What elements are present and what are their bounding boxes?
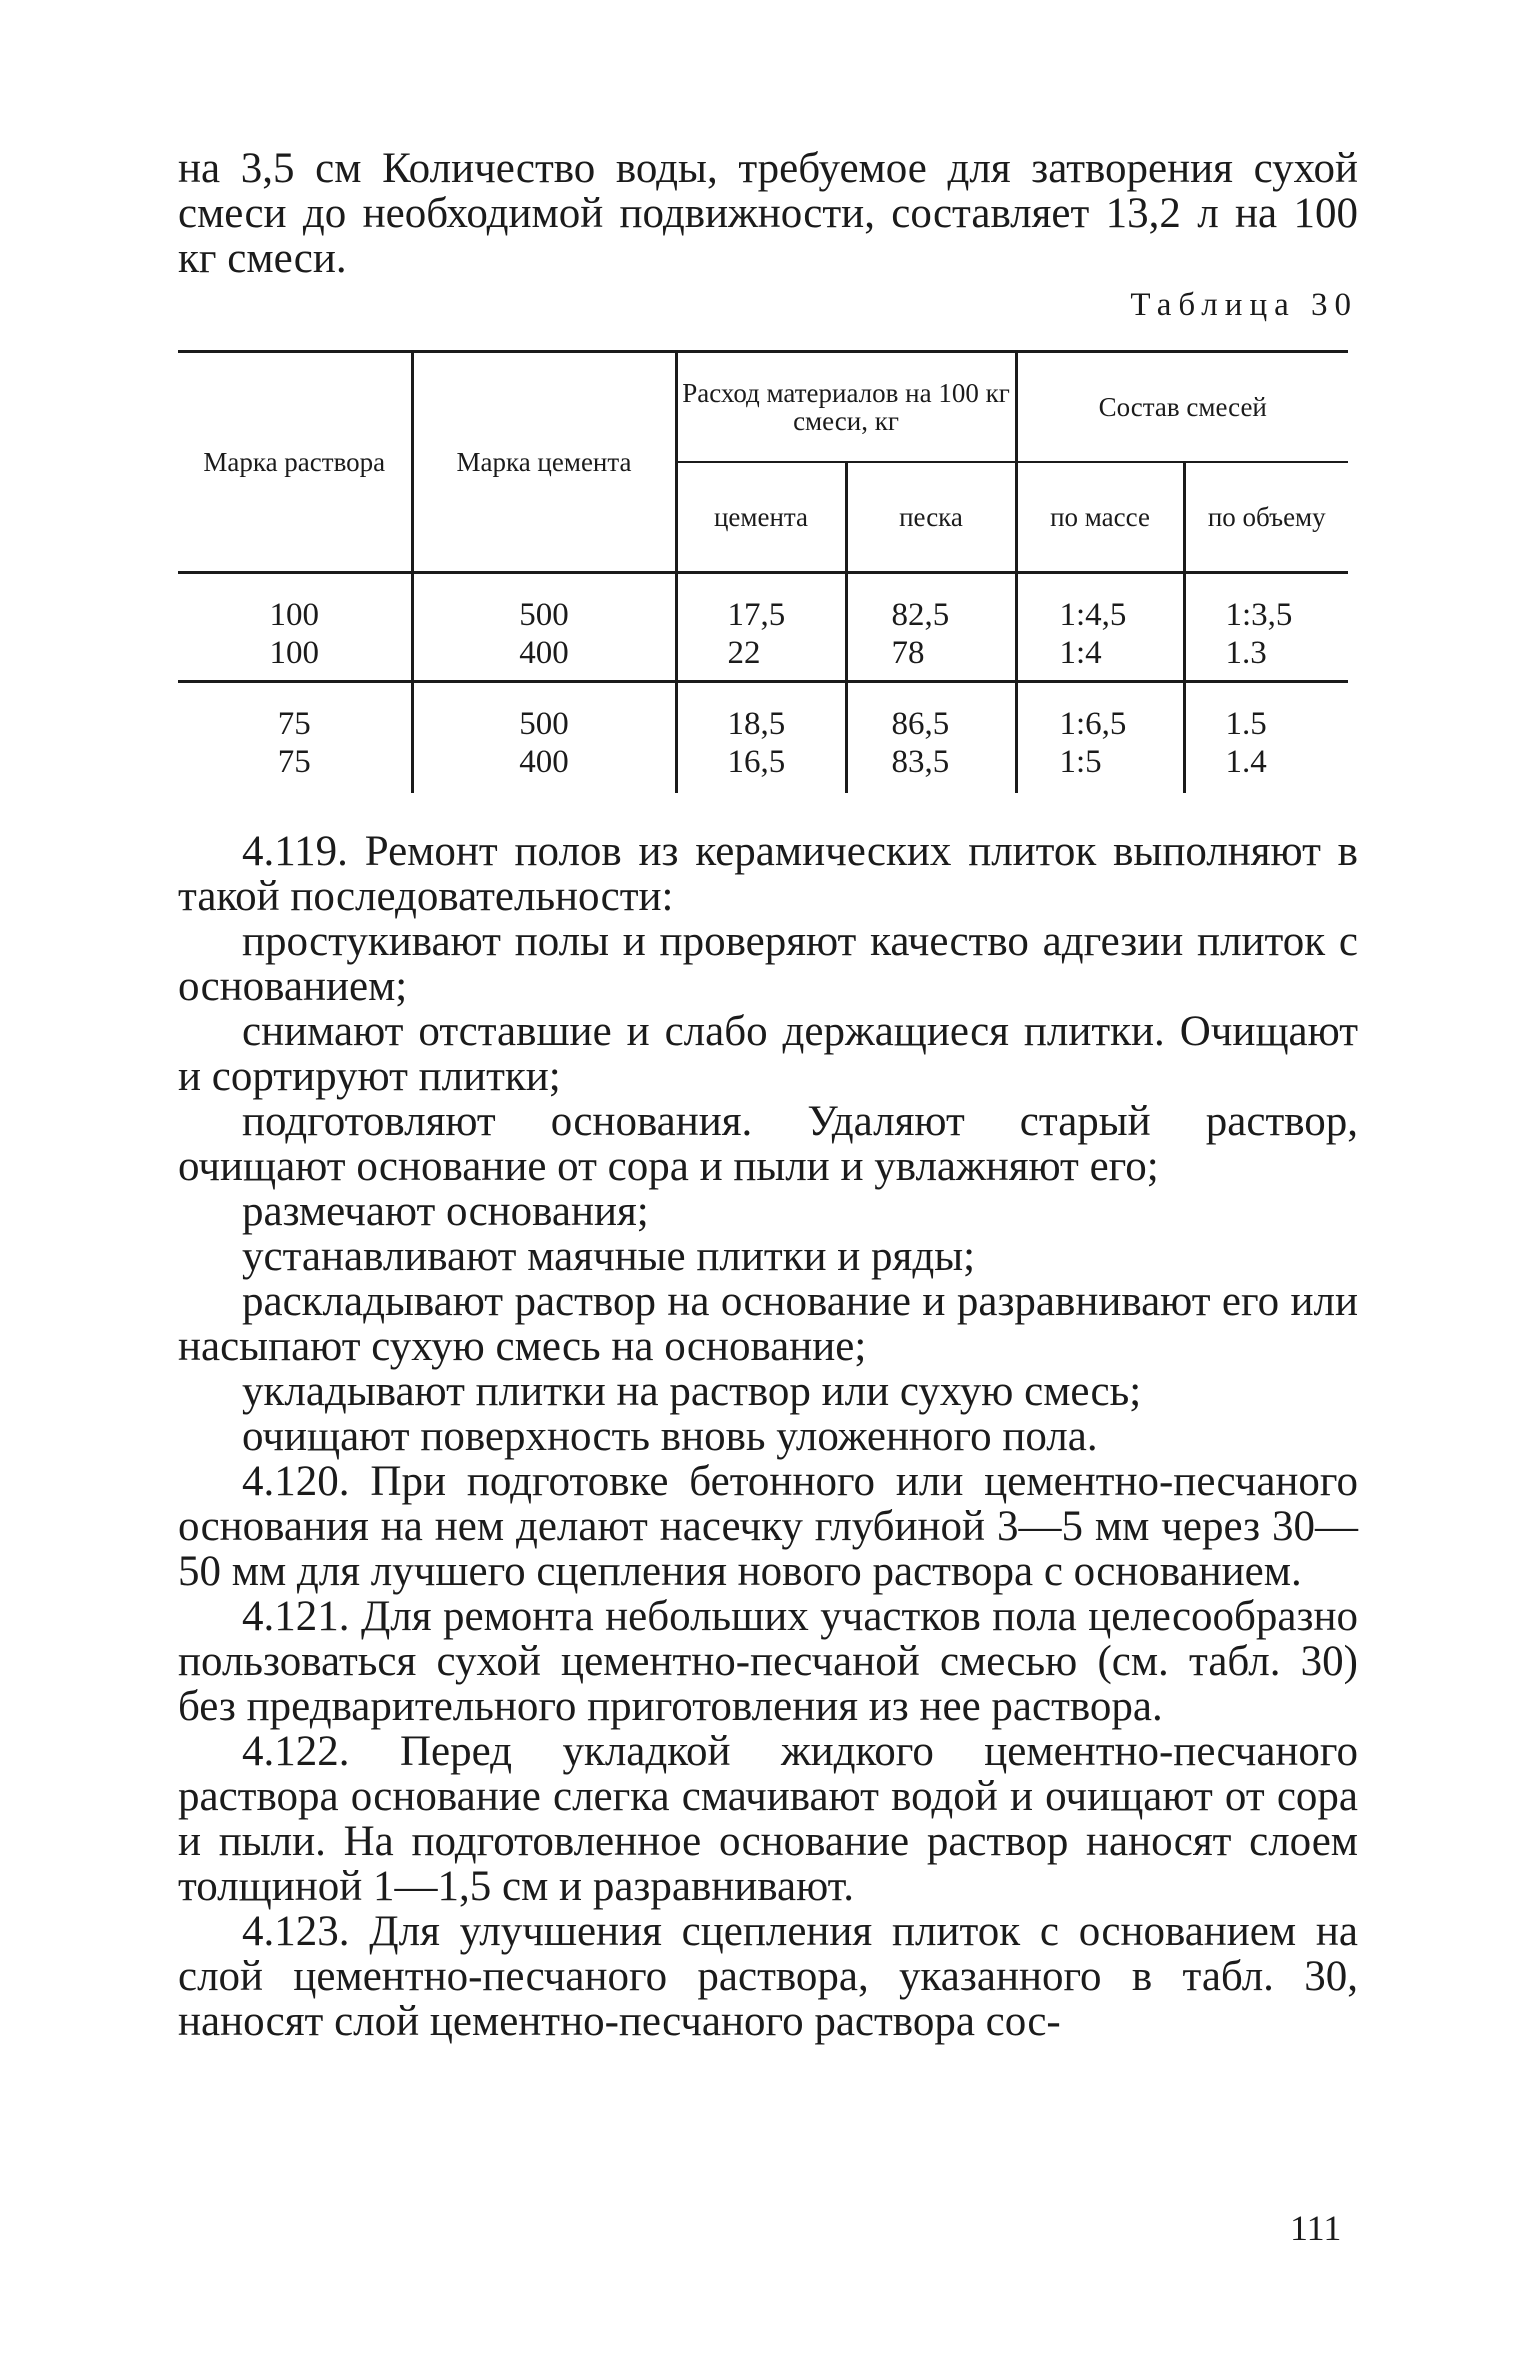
table-caption: Таблица 30	[1130, 287, 1358, 323]
step-clean-surface: очищают поверхность вновь уложенного пола.	[242, 1413, 1098, 1460]
paragraph-4-122: 4.122. Перед укладкой жидкого цементно-песчаного раствора основание слегка смачивают водой и очищают от сора и пыли. На подготовленное основание раствор наносят слоем толщиной 1—1,5 см и разравнивают.	[178, 1728, 1358, 1910]
table-row	[178, 743, 1348, 793]
cell-volume: 1.5	[1184, 682, 1348, 744]
step-mark-base: размечают основания;	[242, 1188, 649, 1235]
cell-mass: 1:5	[1016, 743, 1184, 793]
cell-mass: 1:4	[1016, 634, 1184, 682]
cell-sand: 78	[846, 634, 1016, 682]
header-cement-grade: Марка цемента	[412, 352, 676, 573]
cell-volume: 1:3,5	[1184, 573, 1348, 635]
step-remove-tiles: снимают отставшие и слабо держащиеся плитки. Очищают и сортируют плитки;	[178, 1008, 1358, 1100]
header-mortar-grade: Марка раствора	[178, 352, 412, 573]
header-consumption: Расход материалов на 100 кг смеси, кг	[676, 352, 1016, 463]
cell-cement: 17,5	[676, 573, 846, 635]
cell-mortar: 100	[178, 634, 412, 682]
cell-cement-grade: 500	[412, 573, 676, 635]
header-composition: Состав смесей	[1016, 352, 1348, 463]
paragraph-4-123: 4.123. Для улучшения сцепления плиток с основанием на слой цементно-песчаного раствора, указанного в табл. 30, наносят слой цементно-песчаного раствора сос-	[178, 1908, 1358, 2045]
header-by-mass: по массе	[1016, 462, 1184, 573]
paragraph-4-120: 4.120. При подготовке бетонного или цементно-песчаного основания на нем делают насечку глубиной 3—5 мм через 30—50 мм для лучшего сцепления нового раствора с основанием.	[178, 1458, 1358, 1595]
header-cement: цемента	[676, 462, 846, 573]
cell-sand: 83,5	[846, 743, 1016, 793]
cell-volume: 1.4	[1184, 743, 1348, 793]
step-spread-mortar: раскладывают раствор на основание и разравнивают его или насыпают сухую смесь на основание;	[178, 1278, 1358, 1370]
cell-sand: 82,5	[846, 573, 1016, 635]
step-prepare-base: подготовляют основания. Удаляют старый раствор, очищают основание от сора и пыли и увлажняют его;	[178, 1098, 1358, 1190]
step-beacon-tiles: устанавливают маячные плитки и ряды;	[242, 1233, 976, 1280]
page-content	[178, 146, 1358, 2044]
cell-mass: 1:4,5	[1016, 573, 1184, 635]
cell-mortar: 100	[269, 597, 319, 633]
cell-cement: 22	[676, 634, 846, 682]
page-number: 111	[1290, 2208, 1342, 2248]
paragraph-4-119: 4.119. Ремонт полов из керамических плиток выполняют в такой последовательности:	[178, 828, 1358, 920]
intro-paragraph: на 3,5 см Количество воды, требуемое для затворения сухой смеси до необходимой подвижности, составляет 13,2 л на 100 кг смеси.	[178, 145, 1358, 282]
cell-cement-grade: 400	[412, 743, 676, 793]
cell-cement: 18,5	[676, 682, 846, 744]
header-sand: песка	[846, 462, 1016, 573]
cell-mortar: 75	[277, 706, 311, 742]
cell-mass: 1:6,5	[1016, 682, 1184, 744]
cell-cement-grade: 500	[412, 682, 676, 744]
cell-volume: 1.3	[1184, 634, 1348, 682]
table-row	[178, 682, 1348, 744]
paragraph-4-121: 4.121. Для ремонта небольших участков пола целесообразно пользоваться сухой цементно-песчаной смесью (см. табл. 30) без предварительного приготовления из нее раствора.	[178, 1593, 1358, 1730]
step-tap-floors: простукивают полы и проверяют качество адгезии плиток с основанием;	[178, 918, 1358, 1010]
header-by-volume: по объему	[1184, 462, 1348, 573]
cell-cement: 16,5	[676, 743, 846, 793]
cell-mortar: 75	[277, 744, 311, 780]
table-row	[178, 634, 1348, 682]
step-lay-tiles: укладывают плитки на раствор или сухую смесь;	[242, 1368, 1142, 1415]
table-row	[178, 573, 1348, 635]
materials-table	[178, 350, 1348, 793]
cell-cement-grade: 400	[412, 634, 676, 682]
cell-sand: 86,5	[846, 682, 1016, 744]
